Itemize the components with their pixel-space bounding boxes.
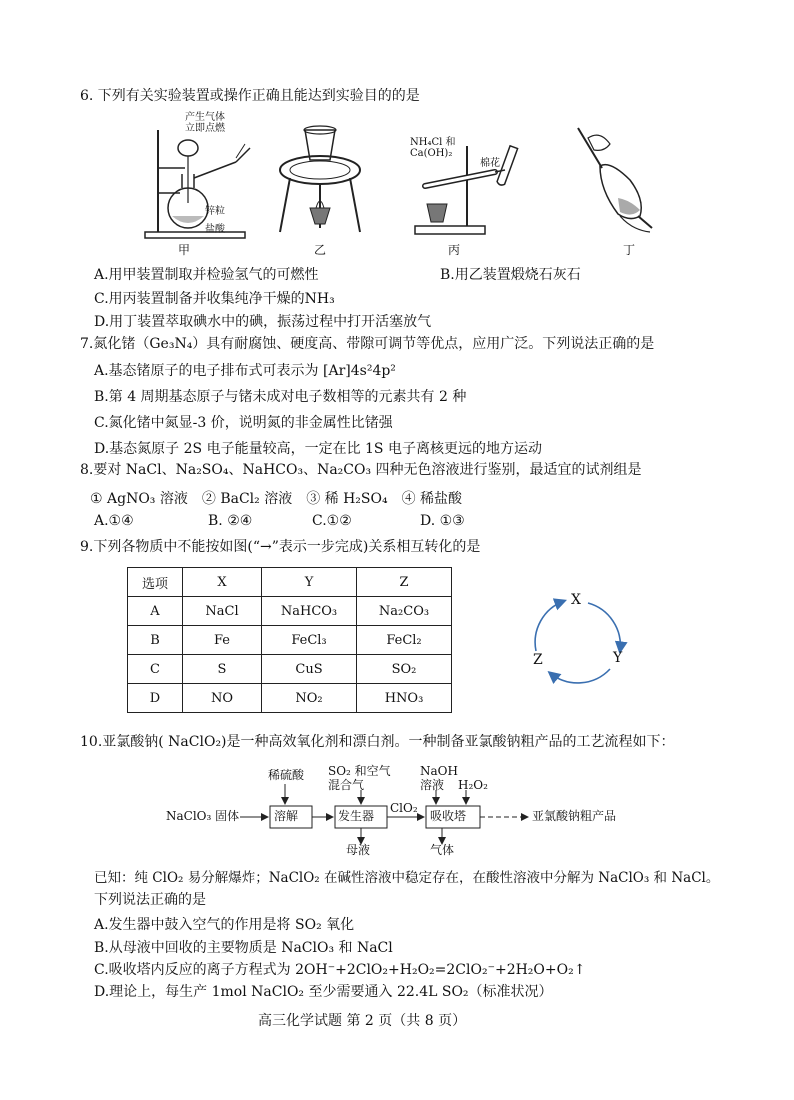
table-row bbox=[128, 626, 452, 655]
table-cell: Na₂CO₃ bbox=[357, 597, 452, 626]
q6-option-a: A.用甲装置制取并检验氢气的可燃性 bbox=[94, 267, 319, 283]
cycle-node-z: Z bbox=[533, 652, 543, 668]
q7-option-d: D.基态氮原子 2S 电子能量较高，一定在比 1S 电子离核更远的地方运动 bbox=[94, 441, 542, 457]
table-cell: NO₂ bbox=[262, 684, 357, 713]
q9-stem: 9.下列各物质中不能按如图(“→”表示一步完成)关系相互转化的是 bbox=[80, 539, 481, 555]
table-cell: NO bbox=[183, 684, 262, 713]
flow-naoh-1: NaOH bbox=[420, 764, 458, 778]
q10-known-1: 已知：纯 ClO₂ 易分解爆炸；NaClO₂ 在碱性溶液中稳定存在，在酸性溶液中分解为 NaClO₃ 和 NaCl。 bbox=[94, 870, 720, 886]
bing-label-caoh2: Ca(OH)₂ bbox=[410, 148, 453, 159]
q6-option-b: B.用乙装置煅烧石灰石 bbox=[440, 267, 581, 283]
flow-gas-in-1: SO₂ 和空气 bbox=[328, 764, 391, 778]
q10-option-b: B.从母液中回收的主要物质是 NaClO₃ 和 NaCl bbox=[94, 940, 393, 956]
q7-option-a: A.基态锗原子的电子排布式可表示为 [Ar]4s²4p² bbox=[94, 363, 396, 379]
table-cell: D bbox=[128, 684, 183, 713]
flow-start: NaClO₃ 固体 bbox=[166, 809, 240, 823]
flow-gas-out: 气体 bbox=[430, 843, 455, 857]
table-cell: FeCl₂ bbox=[357, 626, 452, 655]
fig-label-bing: 丙 bbox=[448, 243, 461, 257]
bing-label-cotton: 棉花 bbox=[480, 158, 500, 169]
table-cell: SO₂ bbox=[357, 655, 452, 684]
q8-option-b: B. ②④ bbox=[208, 513, 253, 529]
table-row bbox=[128, 684, 452, 713]
cycle-node-y: Y bbox=[613, 650, 623, 666]
table-cell: NaHCO₃ bbox=[262, 597, 357, 626]
q7-option-c: C.氮化锗中氮显-3 价，说明氮的非金属性比锗强 bbox=[94, 415, 393, 431]
table-cell: Fe bbox=[183, 626, 262, 655]
table-cell: S bbox=[183, 655, 262, 684]
table-cell: NaCl bbox=[183, 597, 262, 626]
flow-box-dissolve: 溶解 bbox=[274, 809, 299, 823]
q6-stem: 6. 下列有关实验装置或操作正确且能达到实验目的的是 bbox=[80, 88, 420, 104]
fig-label-ding: 丁 bbox=[623, 243, 636, 257]
flow-box-generator: 发生器 bbox=[338, 809, 375, 823]
q10-option-a: A.发生器中鼓入空气的作用是将 SO₂ 氧化 bbox=[94, 917, 355, 933]
cycle-node-x: X bbox=[571, 592, 581, 608]
fig-label-jia: 甲 bbox=[178, 243, 191, 257]
jia-label-acid: 盐酸 bbox=[205, 224, 225, 235]
table-cell: A bbox=[128, 597, 183, 626]
table-row bbox=[128, 655, 452, 684]
q10-known-2: 下列说法正确的是 bbox=[94, 892, 206, 908]
table-header-cell: X bbox=[183, 568, 262, 597]
flow-mother-liquor: 母液 bbox=[346, 843, 371, 857]
q10-option-d: D.理论上，每生产 1mol NaClO₂ 至少需要通入 22.4L SO₂（标准状况） bbox=[94, 984, 553, 1000]
q7-option-b: B.第 4 周期基态原子与锗未成对电子数相等的元素共有 2 种 bbox=[94, 389, 467, 405]
jia-label-gas: 产生气体 bbox=[185, 112, 225, 123]
flow-box-absorber: 吸收塔 bbox=[430, 809, 467, 823]
q9-table bbox=[127, 567, 452, 713]
table-header-cell: Z bbox=[357, 568, 452, 597]
apparatus-yi-figure bbox=[270, 120, 370, 238]
flow-naoh-2: 溶液 bbox=[420, 778, 445, 792]
table-header-row bbox=[128, 568, 452, 597]
flow-clo2: ClO₂ bbox=[390, 801, 418, 815]
table-header-cell: Y bbox=[262, 568, 357, 597]
q7-stem: 7.氮化锗（Ge₃N₄）具有耐腐蚀、硬度高、带隙可调节等优点，应用广泛。下列说法正确的是 bbox=[80, 336, 655, 352]
flow-acid: 稀硫酸 bbox=[268, 768, 305, 782]
q8-stem: 8.要对 NaCl、Na₂SO₄、NaHCO₃、Na₂CO₃ 四种无色溶液进行鉴别，最适宜的试剂组是 bbox=[80, 462, 642, 478]
table-cell: CuS bbox=[262, 655, 357, 684]
q8-option-c: C.①② bbox=[312, 513, 352, 529]
q8-option-a: A.①④ bbox=[94, 513, 134, 529]
q6-option-d: D.用丁装置萃取碘水中的碘，振荡过程中打开活塞放气 bbox=[94, 314, 432, 330]
jia-label-ignite: 立即点燃 bbox=[185, 123, 225, 134]
q10-stem: 10.亚氯酸钠( NaClO₂)是一种高效氧化剂和漂白剂。一种制备亚氯酸钠粗产品的工艺流程如下： bbox=[80, 734, 675, 750]
apparatus-ding-figure bbox=[560, 120, 670, 238]
table-cell: HNO₃ bbox=[357, 684, 452, 713]
flow-gas-in-2: 混合气 bbox=[328, 778, 365, 792]
jia-label-zinc: 锌粒 bbox=[205, 206, 225, 217]
q8-option-d: D. ①③ bbox=[420, 513, 465, 529]
table-cell: B bbox=[128, 626, 183, 655]
fig-label-yi: 乙 bbox=[314, 243, 327, 257]
page-footer: 高三化学试题 第 2 页（共 8 页） bbox=[258, 1013, 467, 1029]
table-cell: C bbox=[128, 655, 183, 684]
table-row bbox=[128, 597, 452, 626]
q8-reagents: ① AgNO₃ 溶液 ② BaCl₂ 溶液 ③ 稀 H₂SO₄ ④ 稀盐酸 bbox=[90, 491, 463, 507]
q6-option-c: C.用丙装置制备并收集纯净干燥的NH₃ bbox=[94, 291, 335, 307]
q10-option-c: C.吸收塔内反应的离子方程式为 2OH⁻+2ClO₂+H₂O₂=2ClO₂⁻+2H₂O+O₂↑ bbox=[94, 962, 586, 978]
table-header-cell: 选项 bbox=[128, 568, 183, 597]
flow-product: 亚氯酸钠粗产品 bbox=[532, 809, 617, 823]
bing-label-nh4cl: NH₄Cl 和 bbox=[410, 137, 456, 148]
flow-h2o2: H₂O₂ bbox=[458, 778, 488, 792]
table-cell: FeCl₃ bbox=[262, 626, 357, 655]
